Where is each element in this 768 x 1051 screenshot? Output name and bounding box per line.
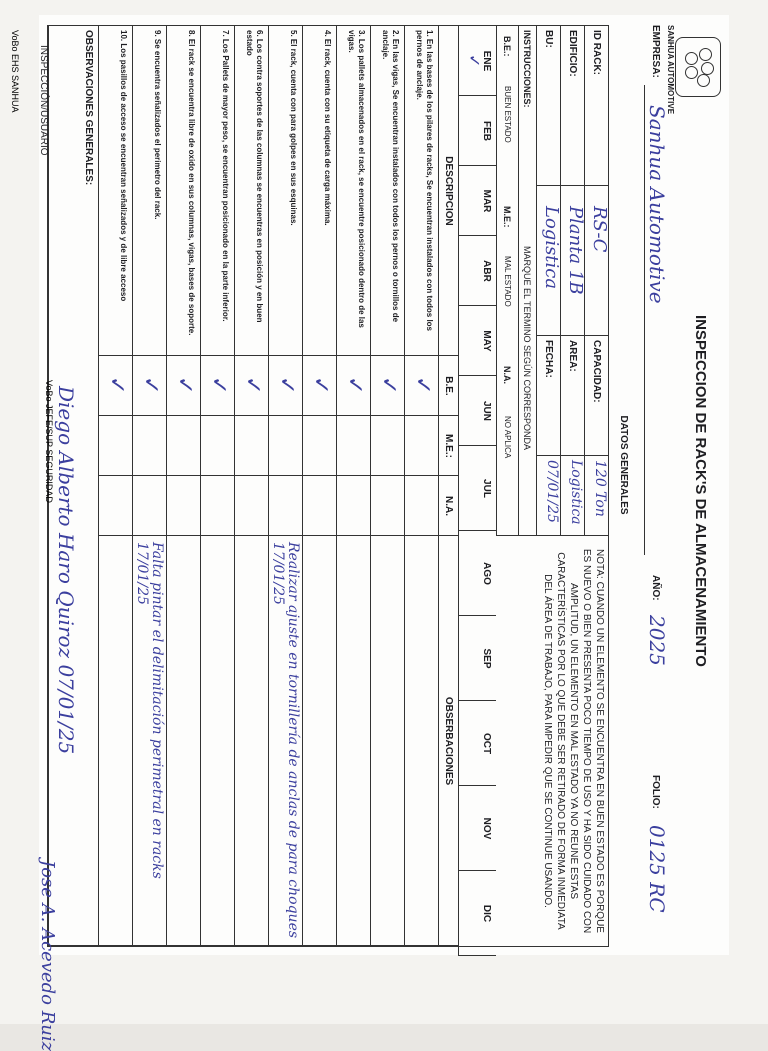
me-desc: MAL ESTADO (503, 256, 512, 307)
row-be-cell (234, 356, 268, 416)
table-row (98, 26, 132, 356)
row-description: 2. En las vigas, Se encuentran instalados con todos los pernos o tornillos de anclaje. (381, 30, 400, 323)
month-cell (458, 376, 496, 446)
table-row (200, 26, 234, 356)
month-label: FEB (481, 121, 492, 141)
bu-label: BU: (543, 30, 554, 48)
row-na-cell (336, 476, 370, 536)
id-rack-value: RS-C (589, 206, 610, 253)
month-cell (458, 26, 496, 96)
general-observations-label: OBSERVACIONES GENERALES: (83, 30, 94, 186)
month-cell (458, 871, 496, 956)
row-me-cell (404, 416, 438, 476)
month-cell (458, 166, 496, 236)
row-check-mark: ✓ (207, 376, 232, 395)
me-header: M.E.: (443, 434, 454, 458)
table-row (370, 26, 404, 356)
month-label: ABR (481, 260, 492, 282)
capacidad-value: 120 Ton (592, 460, 608, 517)
row-description: 8. El rack se encuentra libre de oxido en sus columnas, vigas, bases de soporte. (187, 30, 196, 336)
area-value: Logistica (568, 460, 584, 525)
area-label: AREA: (567, 340, 578, 372)
row-observation-cell (302, 536, 336, 946)
row-me-cell (234, 416, 268, 476)
month-label: NOV (481, 817, 492, 840)
signature-sup-label: VoBo JEFE/SUP SEGURIDAD (44, 380, 54, 503)
row-me-cell (370, 416, 404, 476)
row-description: 10. Los pasillos de acceso se encuentran señalizados y de libre acceso (119, 30, 128, 302)
month-label: AGO (481, 562, 492, 585)
id-rack-label: ID RACK: (591, 30, 602, 75)
row-check-mark: ✓ (173, 376, 198, 395)
row-na-cell (98, 476, 132, 536)
row-check-mark: ✓ (411, 376, 436, 395)
row-na-cell (302, 476, 336, 536)
row-check-mark: ✓ (241, 376, 266, 395)
month-label: ENE (481, 50, 492, 72)
row-na-cell (268, 476, 302, 536)
month-cell (458, 531, 496, 616)
row-observation-cell (234, 536, 268, 946)
month-check-mark: ✓ (465, 54, 482, 68)
row-be-cell (98, 356, 132, 416)
instructions-label: INSTRUCCIONES: (522, 30, 532, 108)
row-be-cell (268, 356, 302, 416)
be-header: B.E. (443, 376, 454, 396)
month-cell (458, 701, 496, 786)
row-be-cell (404, 356, 438, 416)
row-be-cell (132, 356, 166, 416)
row-observation-cell (132, 536, 166, 946)
na-desc: NO APLICA (503, 416, 512, 459)
row-me-cell (166, 416, 200, 476)
folio-value: 0125 RC (645, 825, 669, 913)
row-me-cell (302, 416, 336, 476)
row-me-cell (200, 416, 234, 476)
row-me-cell (98, 416, 132, 476)
month-label: DIC (481, 904, 492, 923)
datos-generales-label: DATOS GENERALES (618, 415, 629, 515)
row-observation-cell (404, 536, 438, 946)
row-na-cell (166, 476, 200, 536)
row-check-mark: ✓ (309, 376, 334, 395)
signature-inspeccion-label: INSPECCIÓN/USUARIO (38, 45, 49, 156)
row-me-cell (336, 416, 370, 476)
empresa-value: Sanhua Automotive (645, 105, 669, 304)
month-label: MAR (481, 189, 492, 213)
row-description: 9. Se encuentra señalizados el perimetro del rack. (153, 30, 162, 220)
descripcion-header: DESCRIPCION (443, 156, 454, 226)
row-observation-text: Realizar ajuste en tornillería de anclas de para choques 17/01/25 (270, 542, 301, 939)
general-observations-handwritten: Diego Alberto Haro Quiroz 07/01/25 (54, 386, 78, 755)
month-label: JUL (481, 479, 492, 498)
row-me-cell (132, 416, 166, 476)
signature-ehs-label: VoBo EHS SANHUA (10, 30, 20, 113)
na-header: N.A. (443, 496, 454, 516)
row-description: 7. Los Pallets de mayor peso, se encuentran posicionado en la parte inferior. (221, 30, 230, 322)
table-row (234, 26, 268, 356)
row-check-mark: ✓ (139, 376, 164, 395)
row-na-cell (132, 476, 166, 536)
row-na-cell (404, 476, 438, 536)
row-check-mark: ✓ (343, 376, 368, 395)
month-label: OCT (481, 732, 492, 755)
row-description: 3. Los pallets almacenados en el rack, se encuentre posicionado dentro de las vigas. (347, 30, 366, 328)
row-observation-cell (98, 536, 132, 946)
company-logo (675, 37, 721, 97)
row-check-mark: ✓ (377, 376, 402, 395)
note-text: NOTA: CUANDO UN ELEMENTO SE ENCUENTRA EN BUEN ESTADO ES PORQUE ES NUEVO O BIEN PRESENTA POCO TIEMPO DE USO Y HA SIDO CUIDADO CON AMPLITUD, UN ELEMENTO EN MAL ESTADO YA NO REUNE ESTAS CARACTERÍSTICAS POR LO QUE DEBE SER RETIRADO DE FORMA INMEDIATA DEL ÁREA DE TRABAJO, PARA IMPEDIR QUE SE CONTINUE USANDO. (542, 548, 605, 934)
month-cell (458, 306, 496, 376)
edificio-label: EDIFICIO: (567, 30, 578, 77)
row-be-cell (200, 356, 234, 416)
inspection-form-sheet (39, 15, 729, 955)
fecha-value: 07/01/25 (544, 460, 560, 523)
form-header (609, 15, 729, 955)
row-description: 5. El rack, cuenta con para golpes en sus esquinas. (289, 30, 298, 226)
row-na-cell (234, 476, 268, 536)
na-code: N.A. (502, 366, 512, 384)
instructions-text: MARQUE EL TERMINO SEGÚN CORRESPONDA (522, 246, 532, 451)
row-na-cell (200, 476, 234, 536)
row-description: 1. En las bases de los pilares de racks, Se encuentran instalados con todos los pernos de anclaje. (415, 30, 434, 331)
row-na-cell (370, 476, 404, 536)
row-me-cell (268, 416, 302, 476)
row-be-cell (370, 356, 404, 416)
year-value: 2025 (645, 615, 669, 666)
table-row (336, 26, 370, 356)
month-label: JUN (481, 400, 492, 421)
edificio-value: Planta 1B (565, 206, 586, 295)
row-description: 6. Los contra soportes de las columnas se encuentras en posición y en buen estado (245, 30, 264, 323)
row-observation-text: Falta pintar el delimitación perimetral en racks 17/01/25 (134, 542, 165, 879)
table-row (166, 26, 200, 356)
month-cell (458, 96, 496, 166)
fecha-label: FECHA: (543, 340, 554, 378)
company-tag: SANHUA AUTOMOTIVE (666, 25, 675, 115)
capacidad-label: CAPACIDAD: (591, 340, 602, 403)
row-be-cell (336, 356, 370, 416)
signature-inspeccion-name: Jose A. Acevedo Ruiz (37, 860, 58, 1051)
me-code: M.E.: (502, 206, 512, 228)
table-row (404, 26, 438, 356)
row-be-cell (166, 356, 200, 416)
row-observation-cell (200, 536, 234, 946)
form-title: INSPECCION DE RACK'S DE ALMACENAMIENTO (692, 315, 709, 667)
row-check-mark: ✓ (105, 376, 130, 395)
table-row (268, 26, 302, 356)
month-cell (458, 786, 496, 871)
form-grid (47, 25, 609, 947)
folio-label: FOLIO: (650, 775, 661, 809)
month-label: SEP (481, 648, 492, 669)
be-code: B.E.: (502, 36, 512, 57)
month-label: MAY (481, 330, 492, 352)
row-check-mark: ✓ (275, 376, 300, 395)
month-cell (458, 446, 496, 531)
observaciones-header: OBSERBACIONES (443, 696, 454, 786)
month-cell (458, 616, 496, 701)
be-desc: BUEN ESTADO (503, 86, 512, 143)
row-observation-cell (370, 536, 404, 946)
row-observation-cell (268, 536, 302, 946)
month-cell (458, 236, 496, 306)
row-be-cell (302, 356, 336, 416)
empresa-line (644, 85, 645, 555)
empresa-label: EMPRESA: (650, 25, 661, 78)
bu-value: Logistica (541, 206, 562, 290)
row-description: 4. El rack, cuenta con su etiqueta de carga máxima. (323, 30, 332, 226)
row-observation-cell (336, 536, 370, 946)
table-row (302, 26, 336, 356)
row-observation-cell (166, 536, 200, 946)
year-label: AÑO: (650, 575, 661, 601)
table-row (132, 26, 166, 356)
